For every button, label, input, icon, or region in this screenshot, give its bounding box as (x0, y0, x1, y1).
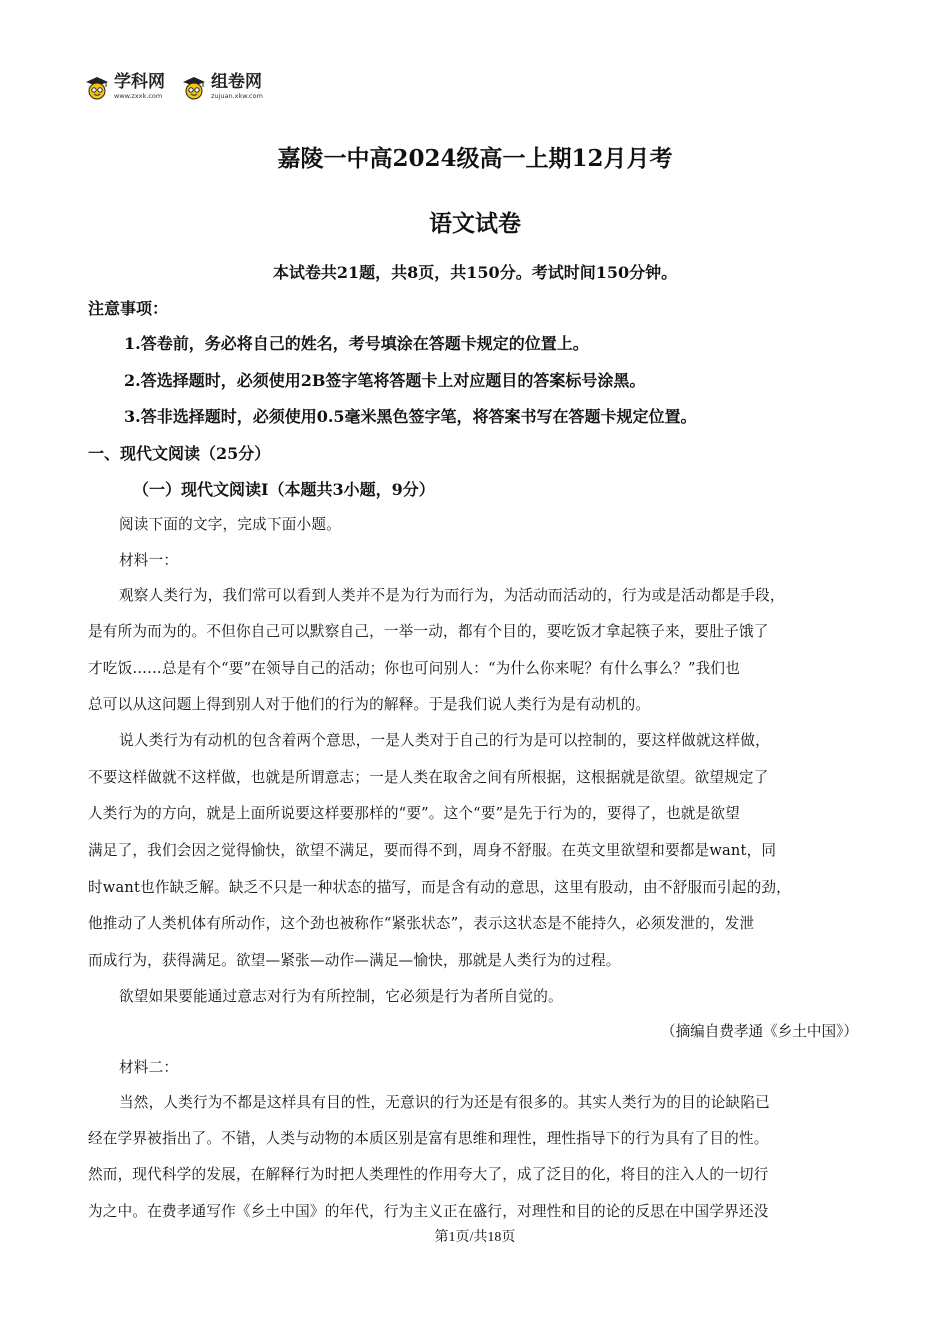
subsection-heading: （一）现代文阅读Ⅰ（本题共3小题，9分） (133, 480, 435, 499)
page-footer: 第1页/共18页 (434, 1230, 516, 1245)
paragraph-line: 时want也作缺乏解。缺乏不只是一种状态的描写，而是含有动的意思，这里有股动，由不舒服而引起的劲， (88, 879, 791, 896)
paragraph-line: 为之中。在费孝通写作《乡土中国》的年代，行为主义正在盛行，对理性和目的论的反思在中国学界还没 (88, 1203, 769, 1220)
paragraph-line: 说人类行为有动机的包含着两个意思，一是人类对于自己的行为是可以控制的，要这样做就这样做， (119, 732, 770, 749)
exam-title: 嘉陵一中高2024级高一上期12月月考 (277, 145, 673, 172)
paragraph-line: 他推动了人类机体有所动作，这个劲也被称作“紧张状态”，表示这状态是不能持久，必须发泄的，发泄 (88, 915, 755, 932)
logo-bar (84, 70, 263, 104)
material-label: 材料一： (119, 552, 179, 569)
xueke-logo-url: www.zxxk.com (114, 92, 163, 101)
paragraph-line: 欲望如果要能通过意志对行为有所控制，它必须是行为者所自觉的。 (119, 988, 563, 1005)
paragraph-line: 而成行为，获得满足。欲望—紧张—动作—满足—愉快，那就是人类行为的过程。 (88, 952, 621, 969)
zujuan-logo-url: zujuan.xkw.com (211, 92, 263, 101)
paragraph-line: 满足了，我们会因之觉得愉快，欲望不满足，要而得不到，周身不舒服。在英文里欲望和要都是want，同 (88, 842, 777, 859)
paragraph-line: 才吃饭……总是有个“要”在领导自己的活动；你也可问别人：“为什么你来呢？有什么事么？”我们也 (88, 660, 740, 677)
section-heading: 一、现代文阅读（25分） (88, 444, 271, 463)
instruction: 阅读下面的文字，完成下面小题。 (119, 516, 341, 533)
xueke-logo (84, 74, 165, 100)
scholar-cap-smiley-icon (84, 74, 110, 100)
zujuan-logo-name: 组卷网 (211, 72, 262, 93)
exam-subtitle: 语文试卷 (429, 210, 521, 237)
xueke-logo-name: 学科网 (114, 72, 165, 93)
source-citation: （摘编自费孝通《乡土中国》） (660, 1023, 858, 1040)
notice-item: 3.答非选择题时，必须使用0.5毫米黑色签字笔，将答案书写在答题卡规定位置。 (124, 407, 697, 426)
paragraph-line: 不要这样做就不这样做，也就是所谓意志；一是人类在取舍之间有所根据，这根据就是欲望。欲望规定了 (88, 769, 769, 786)
paragraph-line: 是有所为而为的。不但你自己可以默察自己，一举一动，都有个目的，要吃饭才拿起筷子来，要肚子饿了 (88, 623, 769, 640)
notice-title: 注意事项： (88, 299, 169, 318)
scholar-cap-smiley-icon (181, 74, 207, 100)
zujuan-logo (181, 74, 263, 100)
material-label: 材料二： (119, 1059, 179, 1076)
paragraph-line: 观察人类行为，我们常可以看到人类并不是为行为而行为，为活动而活动的，行为或是活动都是手段， (119, 587, 785, 604)
notice-item: 1.答卷前，务必将自己的姓名，考号填涂在答题卡规定的位置上。 (124, 334, 589, 353)
paragraph-line: 人类行为的方向，就是上面所说要这样要那样的“要”。这个“要”是先于行为的，要得了，也就是欲望 (88, 805, 740, 822)
exam-info: 本试卷共21题，共8页，共150分。考试时间150分钟。 (272, 263, 678, 282)
paragraph-line: 总可以从这问题上得到别人对于他们的行为的解释。于是我们说人类行为是有动机的。 (88, 696, 651, 713)
notice-item: 2.答选择题时，必须使用2B签字笔将答题卡上对应题目的答案标号涂黑。 (124, 371, 646, 390)
paragraph-line: 然而，现代科学的发展，在解释行为时把人类理性的作用夸大了，成了泛目的化，将目的注入人的一切行 (88, 1166, 769, 1183)
paragraph-line: 当然，人类行为不都是这样具有目的性，无意识的行为还是有很多的。其实人类行为的目的论缺陷已 (119, 1094, 770, 1111)
paragraph-line: 经在学界被指出了。不错，人类与动物的本质区别是富有思维和理性，理性指导下的行为具有了目的性。 (88, 1130, 769, 1147)
